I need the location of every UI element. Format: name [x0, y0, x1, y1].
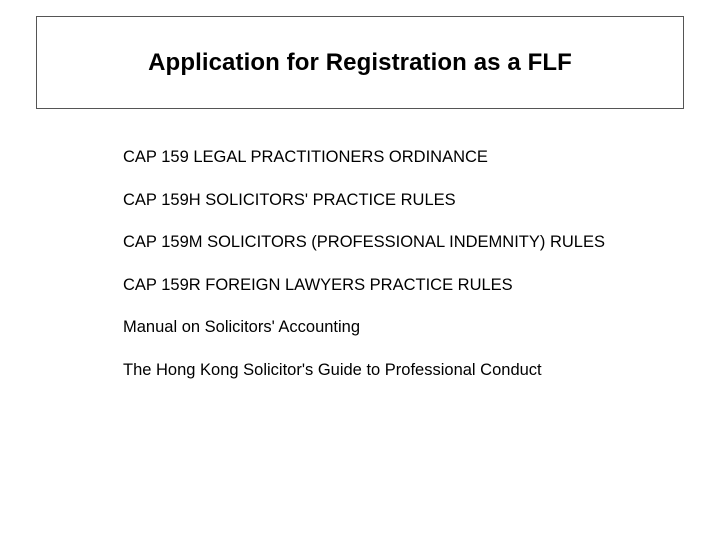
reference-item-cap-159h: CAP 159H SOLICITORS' PRACTICE RULES — [123, 190, 456, 209]
reference-item-cap-159r: CAP 159R FOREIGN LAWYERS PRACTICE RULES — [123, 275, 513, 294]
reference-item-cap-159m: CAP 159M SOLICITORS (PROFESSIONAL INDEMNITY) RULES — [123, 233, 605, 251]
reference-item-cap-159: CAP 159 LEGAL PRACTITIONERS ORDINANCE — [123, 148, 488, 166]
reference-list — [123, 148, 605, 403]
reference-item-accounting-manual: Manual on Solicitors' Accounting — [123, 318, 361, 336]
reference-item-conduct-guide: The Hong Kong Solicitor's Guide to Professional Conduct — [123, 360, 542, 379]
page-title: Application for Registration as a FLF — [148, 48, 572, 76]
title-box — [36, 16, 684, 109]
